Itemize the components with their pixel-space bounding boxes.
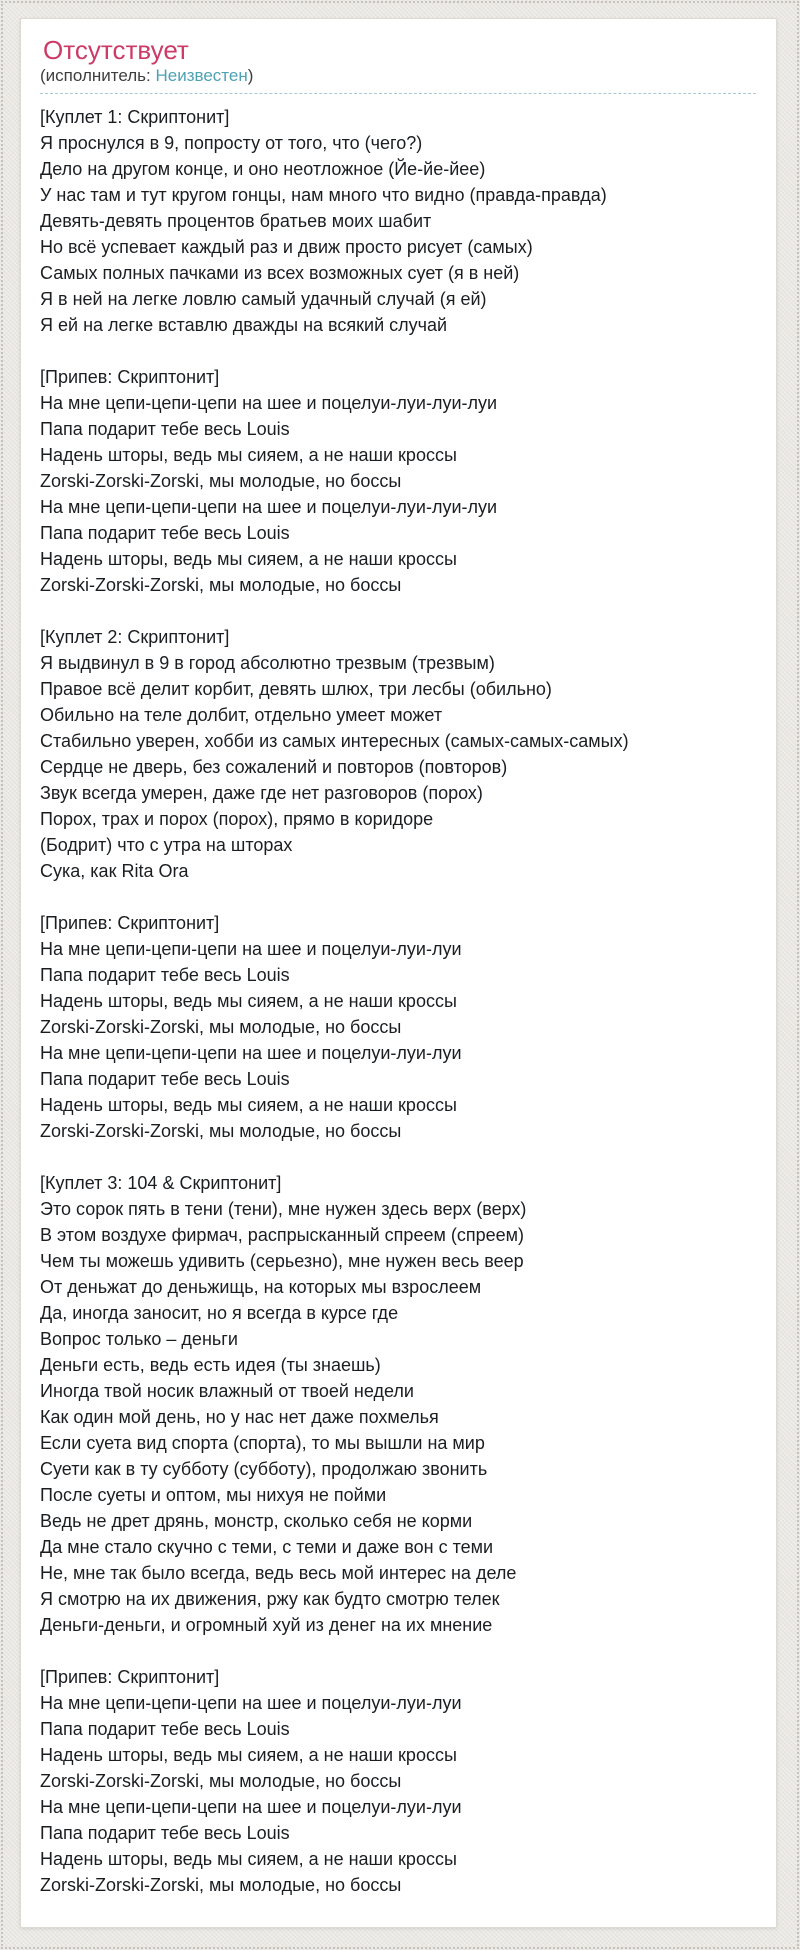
lyric-line: Я выдвинул в 9 в город абсолютно трезвым (трезвым)	[40, 653, 495, 673]
artist-close-paren: )	[247, 66, 254, 85]
lyric-line: На мне цепи-цепи-цепи на шее и поцелуи-луи-луи	[40, 1043, 462, 1063]
lyric-line: Вопрос только – деньги	[40, 1329, 238, 1349]
lyric-line: Надень шторы, ведь мы сияем, а не наши кроссы	[40, 1745, 457, 1765]
lyric-line: Папа подарит тебе весь Louis	[40, 1719, 290, 1739]
lyrics	[40, 104, 756, 1898]
lyric-line: Надень шторы, ведь мы сияем, а не наши кроссы	[40, 1095, 457, 1115]
lyric-line: От деньжат до деньжищь, на которых мы взрослеем	[40, 1277, 482, 1297]
lyric-line: Если суета вид спорта (спорта), то мы вышли на мир	[40, 1433, 485, 1453]
lyric-line: [Припев: Скриптонит]	[40, 1667, 220, 1687]
lyric-line: У нас там и тут кругом гонцы, нам много что видно (правда-правда)	[40, 185, 607, 205]
lyric-line: Папа подарит тебе весь Louis	[40, 1823, 290, 1843]
lyric-line: Папа подарит тебе весь Louis	[40, 419, 290, 439]
lyric-line: Надень шторы, ведь мы сияем, а не наши кроссы	[40, 991, 457, 1011]
lyric-line: [Припев: Скриптонит]	[40, 913, 220, 933]
stanza	[40, 1170, 756, 1638]
lyric-line: Но всё успевает каждый раз и движ просто рисует (самых)	[40, 237, 533, 257]
lyric-line: Я проснулся в 9, попросту от того, что (чего?)	[40, 133, 423, 153]
lyric-line: Звук всегда умерен, даже где нет разговоров (порох)	[40, 783, 483, 803]
content-card	[20, 18, 777, 1928]
artist-line	[40, 66, 756, 86]
lyric-line: Не, мне так было всегда, ведь весь мой интерес на деле	[40, 1563, 517, 1583]
lyric-line: Деньги есть, ведь есть идея (ты знаешь)	[40, 1355, 381, 1375]
lyric-line: Самых полных пачками из всех возможных сует (я в ней)	[40, 263, 520, 283]
song-header	[40, 36, 756, 94]
lyric-line: Zorski-Zorski-Zorski, мы молодые, но боссы	[40, 1771, 402, 1791]
lyric-line: В этом воздухе фирмач, распрысканный спреем (спреем)	[40, 1225, 524, 1245]
lyric-line: Надень шторы, ведь мы сияем, а не наши кроссы	[40, 445, 457, 465]
lyric-line: [Куплет 3: 104 & Скриптонит]	[40, 1173, 282, 1193]
lyric-line: Я в ней на легке ловлю самый удачный случай (я ей)	[40, 289, 487, 309]
artist-link[interactable]: Неизвестен	[155, 66, 248, 85]
lyric-line: Папа подарит тебе весь Louis	[40, 523, 290, 543]
lyric-line: [Куплет 2: Скриптонит]	[40, 627, 230, 647]
lyric-line: Суети как в ту субботу (субботу), продолжаю звонить	[40, 1459, 488, 1479]
lyric-line: [Припев: Скриптонит]	[40, 367, 220, 387]
artist-label: (исполнитель:	[40, 66, 156, 85]
page-title: Отсутствует	[43, 35, 189, 65]
lyric-line: Zorski-Zorski-Zorski, мы молодые, но боссы	[40, 1121, 402, 1141]
lyric-line: Обильно на теле долбит, отдельно умеет может	[40, 705, 443, 725]
lyric-line: Порох, трах и порох (порох), прямо в коридоре	[40, 809, 434, 829]
lyric-line: Чем ты можешь удивить (серьезно), мне нужен весь веер	[40, 1251, 524, 1271]
lyric-line: После суеты и оптом, мы нихуя не пойми	[40, 1485, 387, 1505]
lyric-line: Сердце не дверь, без сожалений и повторов (повторов)	[40, 757, 508, 777]
stanza	[40, 104, 756, 338]
lyric-line: На мне цепи-цепи-цепи на шее и поцелуи-луи-луи	[40, 1693, 462, 1713]
lyric-line: Zorski-Zorski-Zorski, мы молодые, но боссы	[40, 1875, 402, 1895]
lyric-line: Zorski-Zorski-Zorski, мы молодые, но боссы	[40, 471, 402, 491]
lyric-line: Надень шторы, ведь мы сияем, а не наши кроссы	[40, 1849, 457, 1869]
lyric-line: Стабильно уверен, хобби из самых интересных (самых-самых-самых)	[40, 731, 629, 751]
lyric-line: Сука, как Rita Ora	[40, 861, 189, 881]
stanza	[40, 1664, 756, 1898]
lyric-line: Как один мой день, но у нас нет даже похмелья	[40, 1407, 439, 1427]
stanza	[40, 624, 756, 884]
lyric-line: Папа подарит тебе весь Louis	[40, 1069, 290, 1089]
lyric-line: [Куплет 1: Скриптонит]	[40, 107, 230, 127]
lyric-line: На мне цепи-цепи-цепи на шее и поцелуи-луи-луи	[40, 939, 462, 959]
lyric-line: Ведь не дрет дрянь, монстр, сколько себя не корми	[40, 1511, 473, 1531]
lyric-line: Дело на другом конце, и оно неотложное (Йе-йе-йее)	[40, 159, 486, 179]
lyric-line: Да мне стало скучно с теми, с теми и даже вон с теми	[40, 1537, 494, 1557]
lyric-line: Иногда твой носик влажный от твоей недели	[40, 1381, 414, 1401]
lyric-line: (Бодрит) что с утра на шторах	[40, 835, 293, 855]
lyric-line: Я ей на легке вставлю дважды на всякий случай	[40, 315, 448, 335]
stanza	[40, 910, 756, 1144]
stanza	[40, 364, 756, 598]
lyric-line: Я смотрю на их движения, ржу как будто смотрю телек	[40, 1589, 500, 1609]
lyric-line: На мне цепи-цепи-цепи на шее и поцелуи-луи-луи	[40, 1797, 462, 1817]
lyric-line: Папа подарит тебе весь Louis	[40, 965, 290, 985]
lyric-line: Деньги-деньги, и огромный хуй из денег на их мнение	[40, 1615, 493, 1635]
lyric-line: Это сорок пять в тени (тени), мне нужен здесь верх (верх)	[40, 1199, 527, 1219]
lyric-line: Надень шторы, ведь мы сияем, а не наши кроссы	[40, 549, 457, 569]
lyric-line: Да, иногда заносит, но я всегда в курсе где	[40, 1303, 399, 1323]
lyric-line: На мне цепи-цепи-цепи на шее и поцелуи-луи-луи-луи	[40, 497, 498, 517]
lyric-line: Zorski-Zorski-Zorski, мы молодые, но боссы	[40, 575, 402, 595]
lyric-line: На мне цепи-цепи-цепи на шее и поцелуи-луи-луи-луи	[40, 393, 498, 413]
lyric-line: Правое всё делит корбит, девять шлюх, три лесбы (обильно)	[40, 679, 552, 699]
lyric-line: Девять-девять процентов братьев моих шабит	[40, 211, 432, 231]
lyric-line: Zorski-Zorski-Zorski, мы молодые, но боссы	[40, 1017, 402, 1037]
